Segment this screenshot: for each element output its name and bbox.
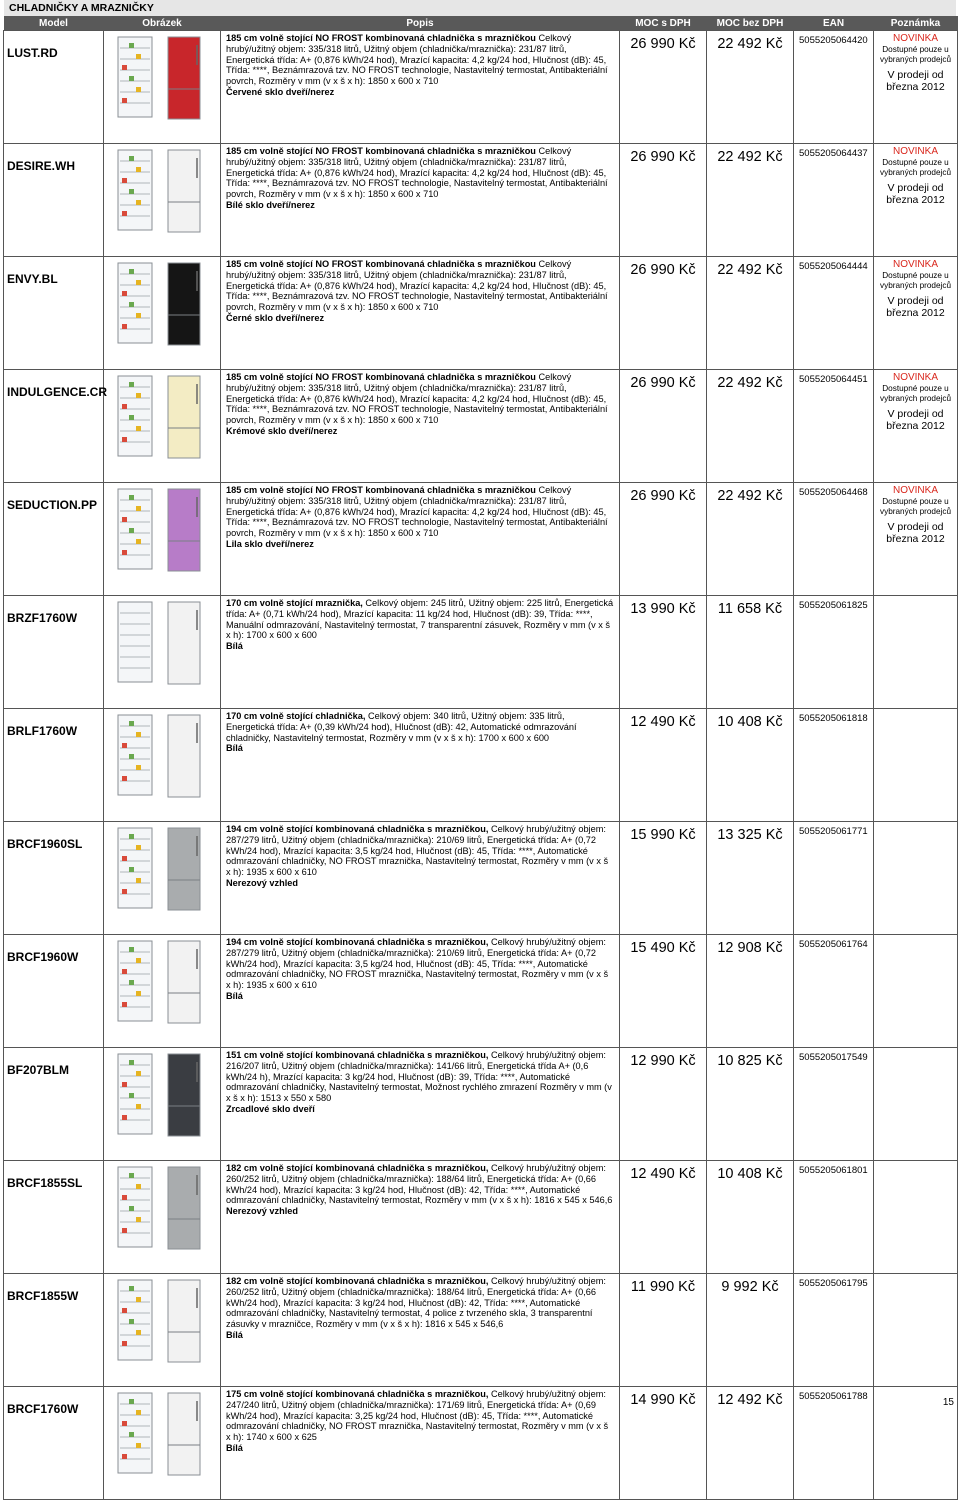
price-list-table <box>3 16 958 1500</box>
finish-text: Lila sklo dveří/nerez <box>226 538 314 549</box>
ean-code: 5055205061795 <box>794 1274 874 1387</box>
finish-text: Bílá <box>226 1329 243 1340</box>
price-without-vat: 9 992 Kč <box>707 1274 794 1387</box>
ean-code: 5055205061771 <box>794 822 874 935</box>
model-cell: LUST.RD <box>4 31 104 144</box>
table-row <box>4 144 958 257</box>
price-with-vat: 26 990 Kč <box>620 370 707 483</box>
description-cell <box>221 31 620 144</box>
price-without-vat: 22 492 Kč <box>707 483 794 596</box>
new-badge: NOVINKA <box>892 372 938 383</box>
table-row <box>4 257 958 370</box>
sale-date-note: V prodeji od března 2012 <box>886 520 945 545</box>
model-cell: SEDUCTION.PP <box>4 483 104 596</box>
note-cell <box>874 257 958 370</box>
finish-text: Bílá <box>226 743 243 754</box>
description-headline: 170 cm volně stojící mraznička, <box>226 598 363 608</box>
finish-text: Černé sklo dveří/nerez <box>226 312 325 323</box>
finish-text: Krémové sklo dveří/nerez <box>226 425 338 436</box>
description-cell <box>221 257 620 370</box>
description-cell <box>221 144 620 257</box>
finish-text: Červené sklo dveří/nerez <box>226 86 335 97</box>
product-image-cell <box>104 935 221 1048</box>
description-text: Celkový hrubý/užitný objem: 287/279 litrů, Užitný objem (chladnička/mraznička): 210/69 litrů, Energetická třída: A+ (0,72 kWh/24 hod), Mrazící kapacita: 3,5 kg/24 hod, Hlučnost (dB): 45, Třída: ****, Automatické odmrazování chladničky, NO FROST mraznička, Nastavitelný termostat, Rozměry v mm (v x š x h): 1935 x 600 x 610 <box>226 824 609 878</box>
description-text: Celkový hrubý/užitný objem: 335/318 litrů, Užitný objem (chladnička/mraznička): 231/87 litrů, Energetická třída: A+ (0,876 kWh/24 hod), Mrazící kapacita: 4,2 kg/24 hod, Hlučnost (dB): 45, Třída: ****, Beznámrazová tzv. NO FROST technologie, Nastavitelný termostat, Antibakteriální povrch, Rozměry v mm (v x š x h): 1850 x 600 x 710 <box>226 259 608 313</box>
price-with-vat: 26 990 Kč <box>620 144 707 257</box>
price-without-vat: 12 908 Kč <box>707 935 794 1048</box>
model-cell: BRLF1760W <box>4 709 104 822</box>
description-cell <box>221 709 620 822</box>
new-badge: NOVINKA <box>892 485 938 496</box>
price-with-vat: 26 990 Kč <box>620 483 707 596</box>
note-cell <box>874 822 958 935</box>
new-badge: NOVINKA <box>892 33 938 44</box>
description-headline: 194 cm volně stojící kombinovaná chladnička s mrazničkou, <box>226 824 489 834</box>
description-text: Celkový hrubý/užitný objem: 287/279 litrů, Užitný objem (chladnička/mraznička): 210/69 litrů, Energetická třída: A+ (0,72 kWh/24 hod), Mrazící kapacita: 3,5 kg/24 hod, Hlučnost (dB): 45, Třída: ****, Automatické odmrazování chladničky, NO FROST mraznička, Nastavitelný termostat, Rozměry v mm (v x š x h): 1935 x 600 x 610 <box>226 937 609 991</box>
description-headline: 151 cm volně stojící kombinovaná chladnička s mrazničkou, <box>226 1050 489 1060</box>
model-cell: BRCF1760W <box>4 1387 104 1500</box>
finish-text: Nerezový vzhled <box>226 1206 298 1217</box>
product-image-cell <box>104 257 221 370</box>
description-headline: 185 cm volně stojící NO FROST kombinovaná chladnička s mrazničkou <box>226 33 536 43</box>
sale-date-note: V prodeji od března 2012 <box>886 294 945 319</box>
product-image-cell <box>104 709 221 822</box>
note-cell <box>874 1274 958 1387</box>
product-image-cell <box>104 483 221 596</box>
model-cell: BRCF1960W <box>4 935 104 1048</box>
table-row <box>4 596 958 709</box>
description-cell <box>221 1161 620 1274</box>
price-without-vat: 22 492 Kč <box>707 257 794 370</box>
model-cell: BF207BLM <box>4 1048 104 1161</box>
ean-code: 5055205064437 <box>794 144 874 257</box>
finish-text: Bílá <box>226 990 243 1001</box>
description-headline: 185 cm volně stojící NO FROST kombinovaná chladnička s mrazničkou <box>226 485 536 495</box>
table-row <box>4 709 958 822</box>
table-header-row <box>4 16 958 31</box>
description-cell <box>221 1387 620 1500</box>
description-headline: 185 cm volně stojící NO FROST kombinovaná chladnička s mrazničkou <box>226 372 536 382</box>
sale-date-note: V prodeji od března 2012 <box>886 407 945 432</box>
price-with-vat: 26 990 Kč <box>620 31 707 144</box>
table-row <box>4 483 958 596</box>
price-with-vat: 26 990 Kč <box>620 257 707 370</box>
description-text: Celkový hrubý/užitný objem: 335/318 litrů, Užitný objem (chladnička/mraznička): 231/87 litrů, Energetická třída: A+ (0,876 kWh/24 hod), Mrazící kapacita: 4,2 kg/24 hod, Hlučnost (dB): 45, Třída: ****, Beznámrazová tzv. NO FROST technologie, Nastavitelný termostat, Antibakteriální povrch, Rozměry v mm (v x š x h): 1850 x 600 x 710 <box>226 146 608 200</box>
description-cell <box>221 1048 620 1161</box>
fridge-white-icon <box>112 1391 212 1479</box>
fridge-mirror-icon <box>112 1052 212 1140</box>
table-row <box>4 935 958 1048</box>
note-cell <box>874 1048 958 1161</box>
description-text: Celkový hrubý/užitný objem: 216/207 litrů, Užitný objem (chladnička/mraznička): 141/66 litrů, Energetická třída A+ (0,6 kWh/24 h), Mrazící kapacita: 3 kg/24 hod, Hlučnost (dB): 39, Třída: ****, Automatické odmrazování chladničky, Nastavitelný termostat, Možnost rychlého zmrazení Rozměry v mm (v x š x h): 1513 x 550 x 580 <box>226 1050 612 1104</box>
column-header: Poznámka <box>874 16 958 31</box>
column-header: Model <box>4 16 104 31</box>
price-with-vat: 15 490 Kč <box>620 935 707 1048</box>
description-text: Celkový hrubý/užitný objem: 247/240 litrů, Užitný objem (chladnička/mraznička): 171/69 litrů, Energetická třída: A+ (0,69 kWh/24 hod), Mrazící kapacita: 3,25 kg/24 hod, Hlučnost (dB): 45, Třída: ****, Automatické odmrazování chladničky, NO FROST mraznička, Nastavitelný termostat, Rozměry v mm (v x š x h): 1740 x 600 x 625 <box>226 1389 609 1443</box>
page-title: CHLADNIČKY A MRAZNIČKY <box>4 0 956 16</box>
finish-text: Bílá <box>226 1442 243 1453</box>
table-body <box>4 31 958 1500</box>
model-cell: ENVY.BL <box>4 257 104 370</box>
ean-code: 5055205061818 <box>794 709 874 822</box>
price-with-vat: 11 990 Kč <box>620 1274 707 1387</box>
note-cell <box>874 483 958 596</box>
fridge-red-icon <box>112 35 212 123</box>
note-cell <box>874 709 958 822</box>
table-row <box>4 31 958 144</box>
ean-code: 5055205064444 <box>794 257 874 370</box>
model-cell: BRCF1855W <box>4 1274 104 1387</box>
fridge-cream-icon <box>112 374 212 462</box>
description-headline: 194 cm volně stojící kombinovaná chladnička s mrazničkou, <box>226 937 489 947</box>
model-cell: INDULGENCE.CR <box>4 370 104 483</box>
availability-note: Dostupné pouze u vybraných prodejců <box>880 270 951 290</box>
model-cell: BRCF1855SL <box>4 1161 104 1274</box>
fridge-white-icon <box>112 148 212 236</box>
price-without-vat: 10 408 Kč <box>707 1161 794 1274</box>
product-image-cell <box>104 596 221 709</box>
price-without-vat: 12 492 Kč <box>707 1387 794 1500</box>
price-without-vat: 11 658 Kč <box>707 596 794 709</box>
description-text: Celkový hrubý/užitný objem: 260/252 litrů, Užitný objem (chladnička/mraznička): 188/64 litrů, Energetická třída: A+ (0,66 kWh/24 hod), Mrazící kapacita: 3 kg/24 hod, Hlučnost (dB): 42, Třída: ****, Automatické odmrazování chladničky, Nastavitelný termostat, 4 police z tvrzeného skla, 3 transparentní zásuvky v mrazničce, Rozměry v mm (v x š x h): 1816 x 545 x 546,6 <box>226 1276 606 1330</box>
price-with-vat: 14 990 Kč <box>620 1387 707 1500</box>
model-cell: DESIRE.WH <box>4 144 104 257</box>
product-image-cell <box>104 1161 221 1274</box>
ean-code: 5055205064420 <box>794 31 874 144</box>
column-header: MOC bez DPH <box>707 16 794 31</box>
finish-text: Zrcadlové sklo dveří <box>226 1103 315 1114</box>
ean-code: 5055205064468 <box>794 483 874 596</box>
ean-code: 5055205061764 <box>794 935 874 1048</box>
fridge-white-icon <box>112 1278 212 1366</box>
description-cell <box>221 596 620 709</box>
price-without-vat: 13 325 Kč <box>707 822 794 935</box>
note-cell <box>874 31 958 144</box>
price-without-vat: 22 492 Kč <box>707 370 794 483</box>
description-cell <box>221 1274 620 1387</box>
availability-note: Dostupné pouze u vybraných prodejců <box>880 44 951 64</box>
fridge-steel-icon <box>112 1165 212 1253</box>
finish-text: Bílé sklo dveří/nerez <box>226 199 315 210</box>
model-cell: BRCF1960SL <box>4 822 104 935</box>
price-with-vat: 15 990 Kč <box>620 822 707 935</box>
column-header: EAN <box>794 16 874 31</box>
description-cell <box>221 822 620 935</box>
sale-date-note: V prodeji od března 2012 <box>886 68 945 93</box>
price-with-vat: 12 990 Kč <box>620 1048 707 1161</box>
price-with-vat: 13 990 Kč <box>620 596 707 709</box>
product-image-cell <box>104 1274 221 1387</box>
description-cell <box>221 935 620 1048</box>
sale-date-note: V prodeji od března 2012 <box>886 181 945 206</box>
product-image-cell <box>104 144 221 257</box>
table-row <box>4 1387 958 1500</box>
note-cell <box>874 935 958 1048</box>
description-headline: 185 cm volně stojící NO FROST kombinovaná chladnička s mrazničkou <box>226 259 536 269</box>
model-cell: BRZF1760W <box>4 596 104 709</box>
description-headline: 182 cm volně stojící kombinovaná chladnička s mrazničkou, <box>226 1276 489 1286</box>
price-with-vat: 12 490 Kč <box>620 1161 707 1274</box>
note-cell <box>874 1161 958 1274</box>
product-image-cell <box>104 31 221 144</box>
price-without-vat: 10 825 Kč <box>707 1048 794 1161</box>
fridge-black-icon <box>112 261 212 349</box>
column-header: Popis <box>221 16 620 31</box>
availability-note: Dostupné pouze u vybraných prodejců <box>880 496 951 516</box>
finish-text: Nerezový vzhled <box>226 877 298 888</box>
fridge-white-icon <box>112 713 212 801</box>
page-number: 15 <box>942 1397 954 1408</box>
product-image-cell <box>104 822 221 935</box>
description-cell <box>221 370 620 483</box>
finish-text: Bílá <box>226 641 243 652</box>
new-badge: NOVINKA <box>892 259 938 270</box>
table-row <box>4 1048 958 1161</box>
column-header: Obrázek <box>104 16 221 31</box>
price-with-vat: 12 490 Kč <box>620 709 707 822</box>
price-without-vat: 22 492 Kč <box>707 144 794 257</box>
fridge-white-icon <box>112 939 212 1027</box>
description-text: Celkový hrubý/užitný objem: 335/318 litrů, Užitný objem (chladnička/mraznička): 231/87 litrů, Energetická třída: A+ (0,876 kWh/24 hod), Mrazící kapacita: 4,2 kg/24 hod, Hlučnost (dB): 45, Třída: ****, Beznámrazová tzv. NO FROST technologie, Nastavitelný termostat, Antibakteriální povrch, Rozměry v mm (v x š x h): 1850 x 600 x 710 <box>226 372 608 426</box>
price-without-vat: 22 492 Kč <box>707 31 794 144</box>
description-text: Celkový objem: 245 litrů, Užitný objem: 225 litrů, Energetická třída: A+ (0,71 kWh/24 hod), Mrazící kapacita: 11 kg/24 hod, Hlučnost (dB): 39, Třída: ****, Manuální odmrazování, Nastavitelný termostat, 7 transparentní zásuvek, Rozměry v mm (v x š x h): 1700 x 600 x 600 <box>226 598 614 641</box>
table-row <box>4 370 958 483</box>
availability-note: Dostupné pouze u vybraných prodejců <box>880 383 951 403</box>
price-without-vat: 10 408 Kč <box>707 709 794 822</box>
description-headline: 175 cm volně stojící kombinovaná chladnička s mrazničkou, <box>226 1389 489 1399</box>
note-cell <box>874 370 958 483</box>
description-text: Celkový hrubý/užitný objem: 335/318 litrů, Užitný objem (chladnička/mraznička): 231/87 litrů, Energetická třída: A+ (0,876 kWh/24 hod), Mrazící kapacita: 4,2 kg/24 hod, Hlučnost (dB): 45, Třída: ****, Beznámrazová tzv. NO FROST technologie, Nastavitelný termostat, Antibakteriální povrch, Rozměry v mm (v x š x h): 1850 x 600 x 710 <box>226 485 608 539</box>
table-row <box>4 822 958 935</box>
ean-code: 5055205061801 <box>794 1161 874 1274</box>
description-headline: 182 cm volně stojící kombinovaná chladnička s mrazničkou, <box>226 1163 489 1173</box>
note-cell <box>874 596 958 709</box>
description-text: Celkový hrubý/užitný objem: 260/252 litrů, Užitný objem (chladnička/mraznička): 188/64 litrů, Energetická třída: A+ (0,66 kWh/24 hod), Mrazící kapacita: 3 kg/24 hod, Hlučnost (dB): 42, Třída: ****, Automatické odmrazování chladničky, Nastavitelný termostat, Rozměry v mm (v x š x h): 1816 x 545 x 546,6 <box>226 1163 613 1206</box>
description-cell <box>221 483 620 596</box>
ean-code: 5055205017549 <box>794 1048 874 1161</box>
description-headline: 185 cm volně stojící NO FROST kombinovaná chladnička s mrazničkou <box>226 146 536 156</box>
ean-code: 5055205064451 <box>794 370 874 483</box>
ean-code: 5055205061788 <box>794 1387 874 1500</box>
new-badge: NOVINKA <box>892 146 938 157</box>
fridge-purple-icon <box>112 487 212 575</box>
description-text: Celkový objem: 340 litrů, Užitný objem: 335 litrů, Energetická třída: A+ (0,39 kWh/24 hod), Hlučnost (dB): 42, Automatické odmrazování chladničky, Nastavitelný termostat, Rozměry v mm (v x š x h): 1700 x 600 x 600 <box>226 711 577 743</box>
note-cell <box>874 144 958 257</box>
column-header: MOC s DPH <box>620 16 707 31</box>
product-image-cell <box>104 370 221 483</box>
product-image-cell <box>104 1048 221 1161</box>
ean-code: 5055205061825 <box>794 596 874 709</box>
product-image-cell <box>104 1387 221 1500</box>
table-row <box>4 1161 958 1274</box>
freezer-white-icon <box>112 600 212 688</box>
description-headline: 170 cm volně stojící chladnička, <box>226 711 366 721</box>
table-row <box>4 1274 958 1387</box>
availability-note: Dostupné pouze u vybraných prodejců <box>880 157 951 177</box>
fridge-steel-icon <box>112 826 212 914</box>
description-text: Celkový hrubý/užitný objem: 335/318 litrů, Užitný objem (chladnička/mraznička): 231/87 litrů, Energetická třída: A+ (0,876 kWh/24 hod), Mrazící kapacita: 4,2 kg/24 hod, Hlučnost (dB): 45, Třída: ****, Beznámrazová tzv. NO FROST technologie, Nastavitelný termostat, Antibakteriální povrch, Rozměry v mm (v x š x h): 1850 x 600 x 710 <box>226 33 608 87</box>
